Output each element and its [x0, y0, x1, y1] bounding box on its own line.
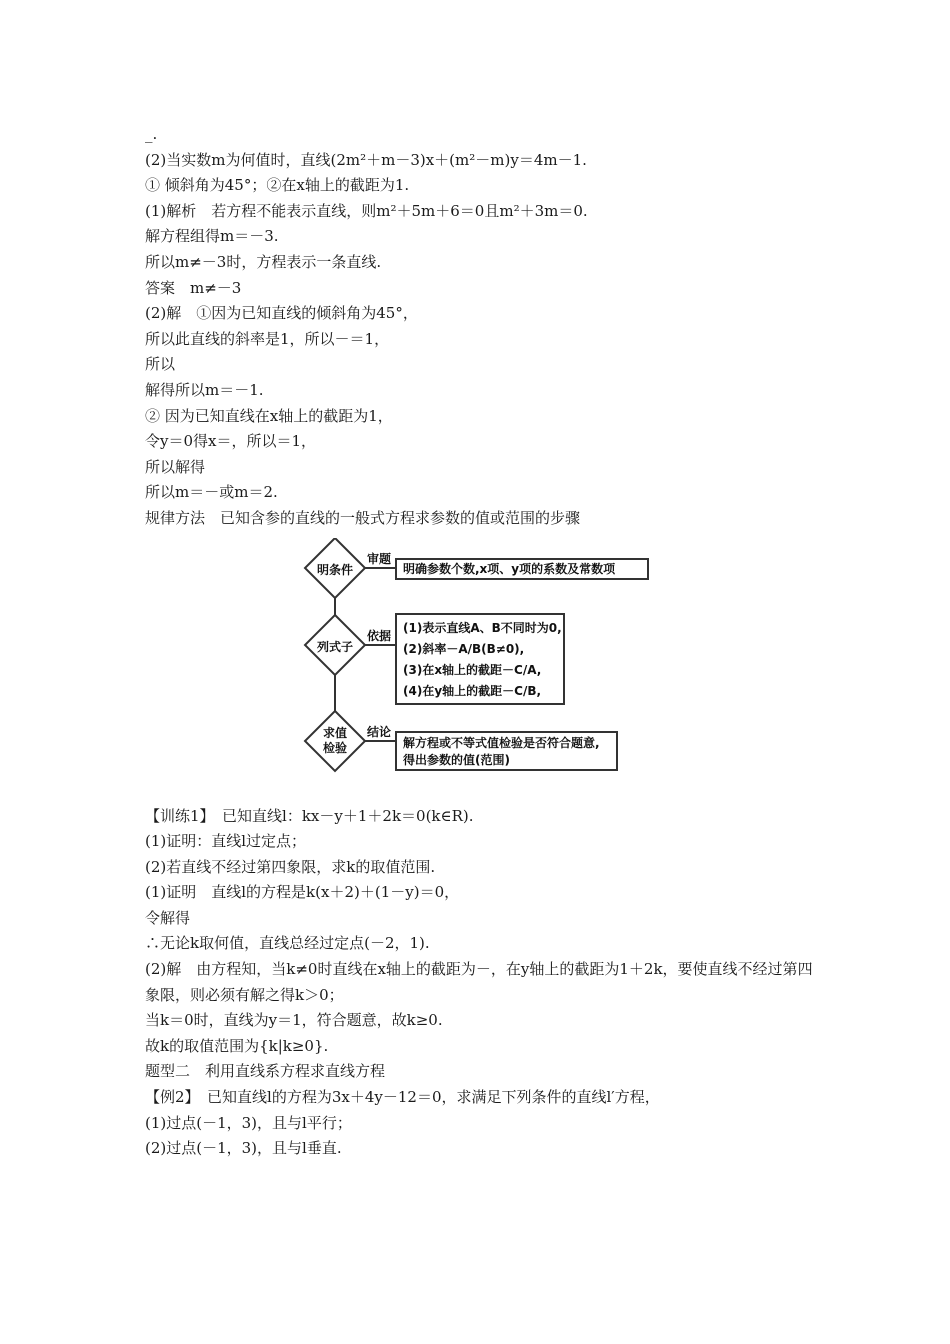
text-line: (1)过点(－1，3)，且与l平行；: [145, 1113, 352, 1132]
box-conditions: 明确参数个数,x项、y项的系数及常数项: [395, 558, 649, 580]
text-line: 所以m≠－3时，方程表示一条直线.: [145, 252, 382, 271]
steps-flowchart: [145, 538, 825, 800]
edge-label-review: 审题: [367, 551, 392, 566]
text-line: 当k＝0时，直线为y＝1，符合题意，故k≥0.: [145, 1011, 443, 1030]
edge-label-basis: 依据: [367, 628, 392, 643]
text-line: (1)解析 若方程不能表示直线，则m²＋5m＋6＝0且m²＋3m＝0.: [145, 201, 588, 220]
text-line: (2)当实数m为何值时，直线(2m²＋m－3)x＋(m²－m)y＝4m－1.: [145, 150, 587, 169]
document-page: [145, 122, 825, 1162]
text-line: 解方程组得m＝－3.: [145, 227, 279, 246]
solution-text-top: [145, 122, 825, 532]
text-line: 令解得: [145, 908, 191, 927]
text-line: 答案 m≠－3: [145, 278, 242, 297]
box-solve-check: 解方程或不等式值检验是否符合题意, 得出参数的值(范围): [395, 731, 618, 771]
text-line: (1)证明 直线l的方程是k(x＋2)＋(1－y)＝0，: [145, 883, 460, 902]
text-line: 【训练1】 已知直线l：kx－y＋1＋2k＝0(k∈R).: [145, 806, 474, 825]
text-line: (1)证明：直线l过定点；: [145, 832, 307, 851]
node-label-solve: 求值 检验: [322, 725, 347, 755]
text-line: 解得所以m＝－1.: [145, 380, 264, 399]
text-line: 所以此直线的斜率是1，所以－＝1，: [145, 329, 390, 348]
text-line: ∴无论k取何值，直线总经过定点(－2，1).: [145, 934, 430, 953]
text-line: (2)解 由方程知，当k≠0时直线在x轴上的截距为－，在y轴上的截距为1＋2k，要使直线不经过第四象限，则必须有解之得k＞0；: [145, 960, 813, 1004]
text-line: 所以: [145, 355, 176, 374]
box-formulas: (1)表示直线A、B不同时为0, (2)斜率－A/B(B≠0), (3)在x轴上的截距－C/A, (4)在y轴上的截距－C/B,: [395, 613, 565, 705]
text-line: ② 因为已知直线在x轴上的截距为1，: [145, 406, 393, 425]
node-label-formula: 列式子: [316, 639, 353, 654]
solution-text-bottom: [145, 804, 825, 1162]
text-line: 所以解得: [145, 457, 206, 476]
edge-label-conclusion: 结论: [367, 724, 392, 739]
text-line: (2)若直线不经过第四象限，求k的取值范围.: [145, 857, 436, 876]
text-line: (2)过点(－1，3)，且与l垂直.: [145, 1139, 342, 1158]
text-line: _.: [145, 125, 158, 143]
text-line: 题型二 利用直线系方程求直线方程: [145, 1062, 386, 1081]
node-label-condition: 明条件: [316, 562, 353, 577]
text-line: 规律方法 已知含参的直线的一般式方程求参数的值或范围的步骤: [145, 508, 581, 527]
text-line: 故k的取值范围为{k|k≥0}.: [145, 1036, 329, 1055]
text-line: 【例2】 已知直线l的方程为3x＋4y－12＝0，求满足下列条件的直线l′方程，: [145, 1088, 660, 1107]
text-line: 令y＝0得x＝，所以＝1，: [145, 432, 317, 451]
text-line: 所以m＝－或m＝2.: [145, 483, 278, 502]
text-line: (2)解 ①因为已知直线的倾斜角为45°，: [145, 304, 418, 323]
text-line: ① 倾斜角为45°；②在x轴上的截距为1.: [145, 176, 410, 195]
